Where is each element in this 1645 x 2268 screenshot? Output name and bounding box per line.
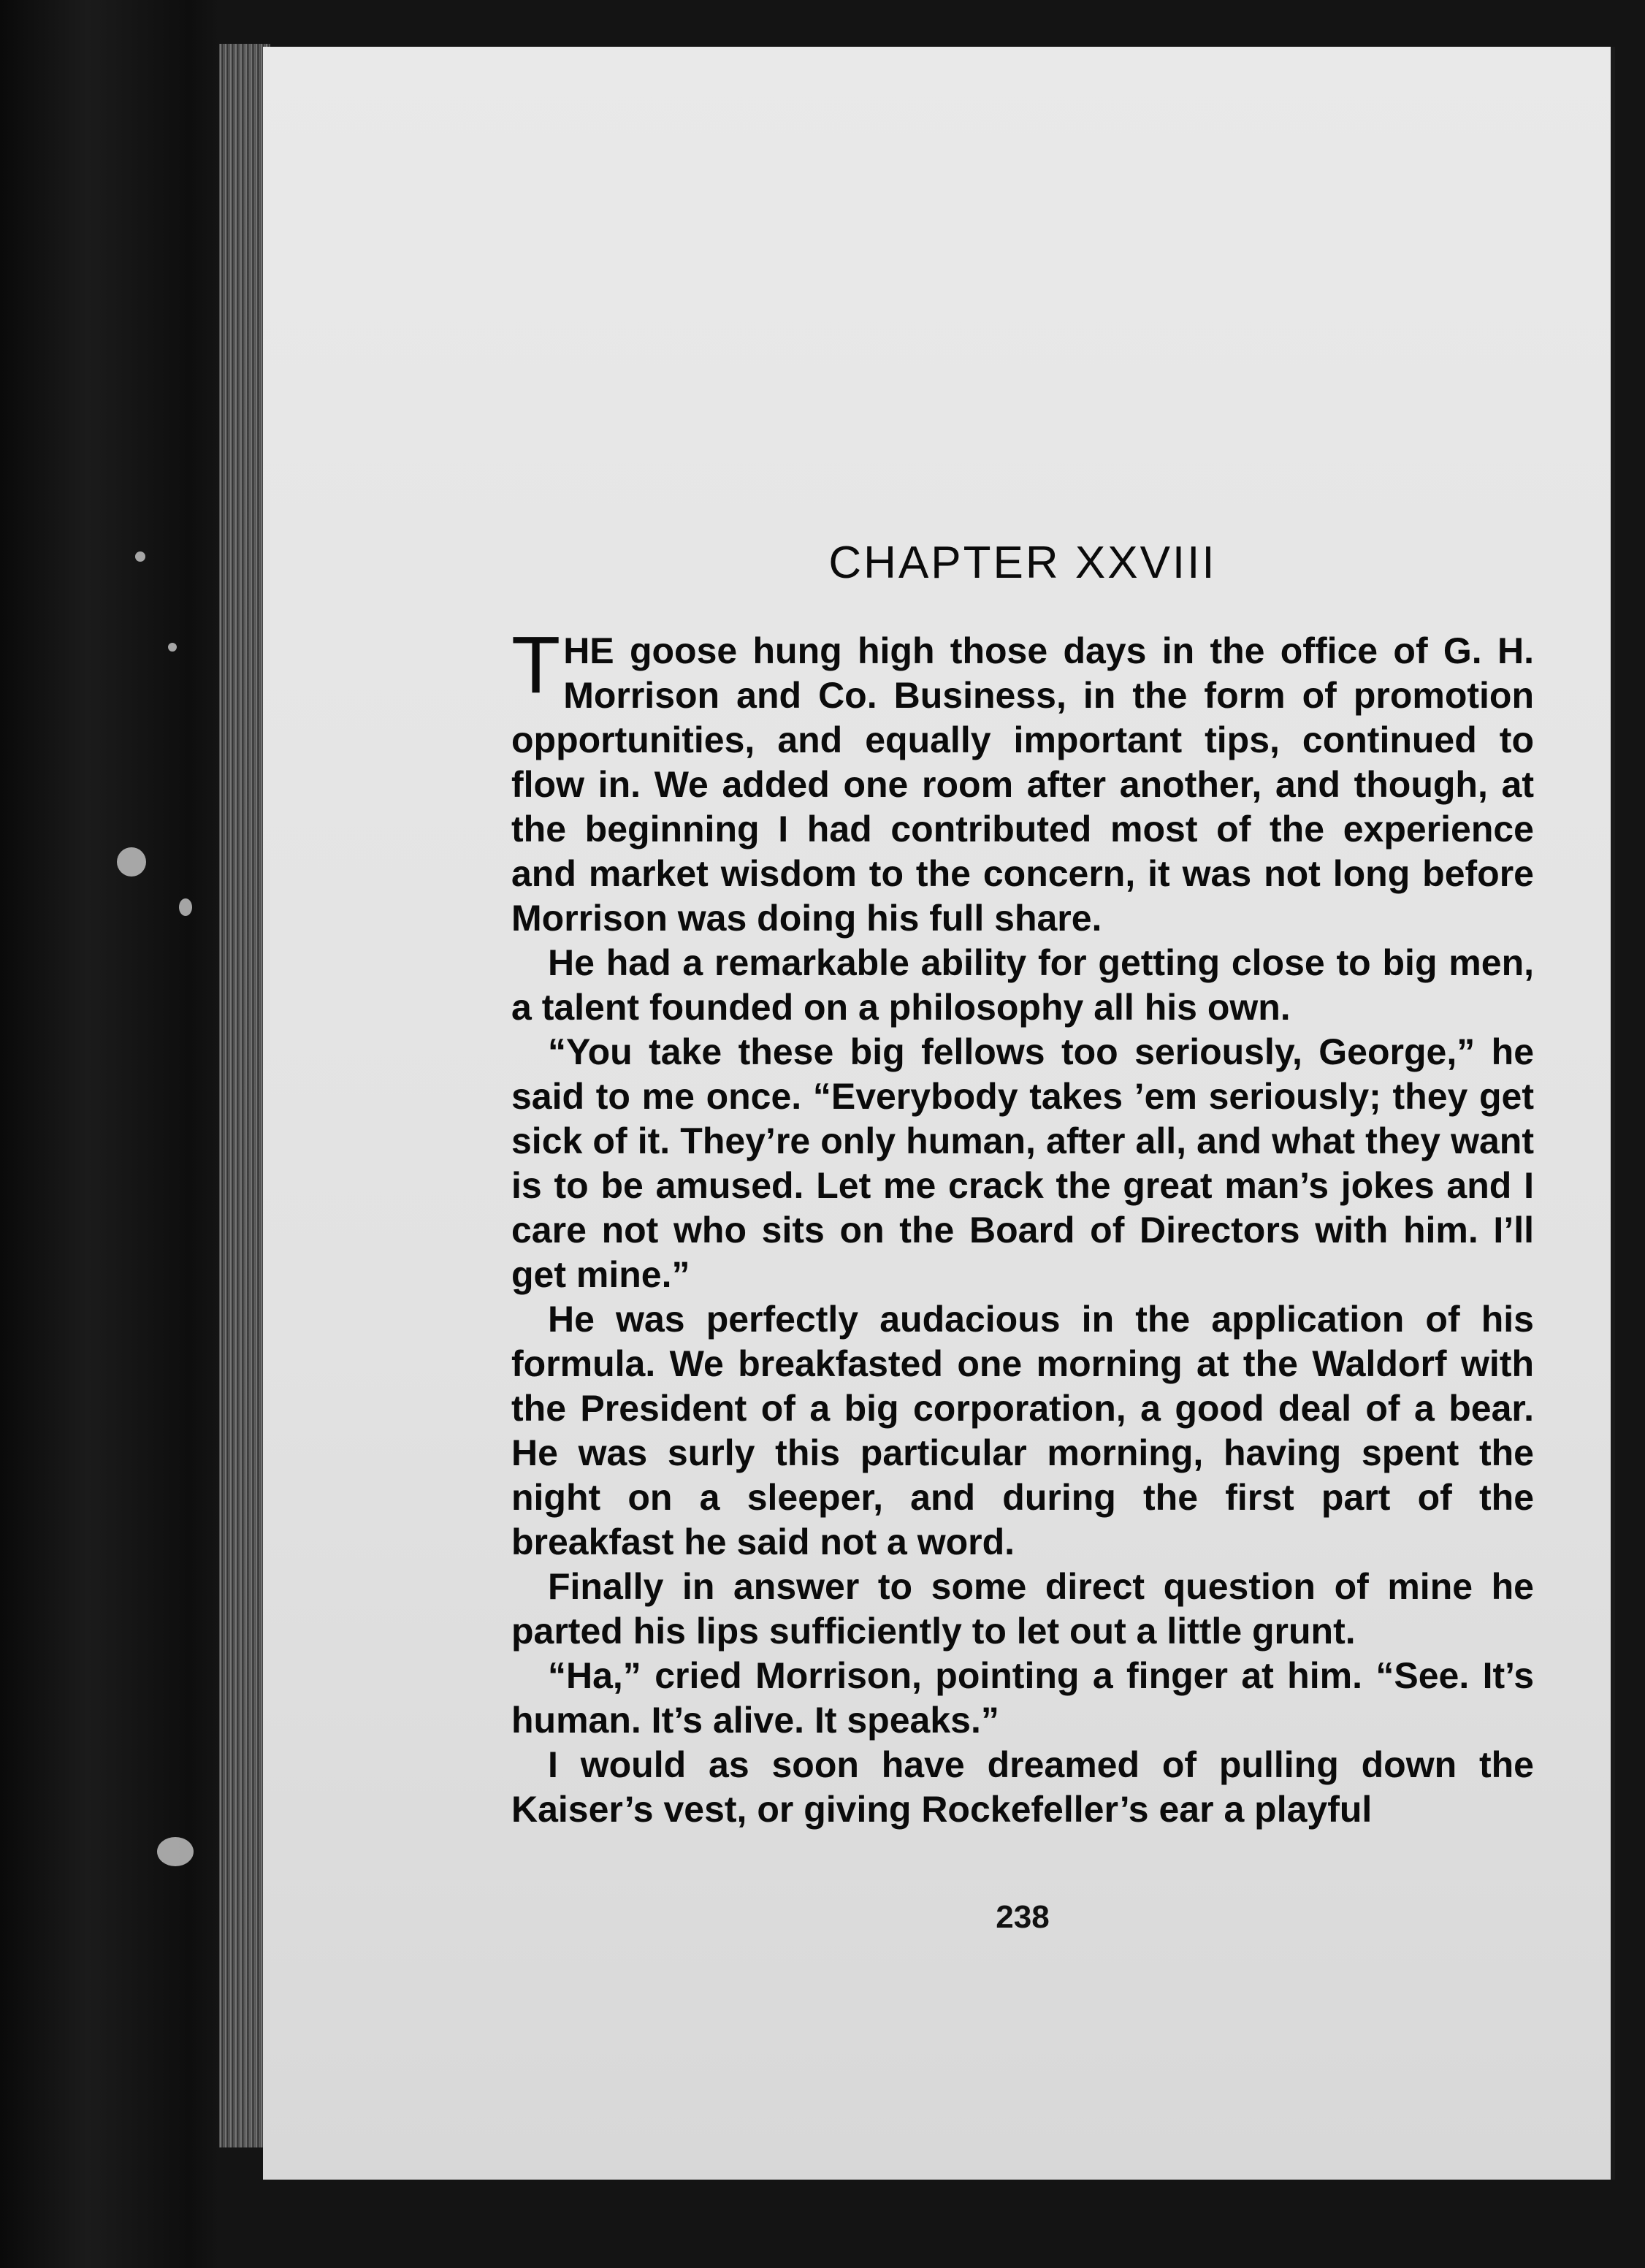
scan-speck (179, 898, 192, 916)
page-number: 238 (996, 1899, 1050, 1935)
paragraph: “You take these big fellows too seriously, George,” he said to me once. “Everybody takes ’em seriously; they get sick of it. They’re only human, after all, and what they want is to be amused. Let me crack the great man’s jokes and I care not who sits on the Board of Directors with him. I’ll get mine.” (511, 1031, 1534, 1295)
drop-cap: T (511, 620, 561, 710)
paragraph: He was perfectly audacious in the application of his formula. We breakfasted one morning at the Waldorf with the President of a big corporation, a good deal of a bear. He was surly this particular morning, having spent the night on a sleeper, and during the first part of the breakfast he said not a word. (511, 1299, 1534, 1562)
scan-speck (157, 1837, 194, 1866)
scan-speck (168, 643, 177, 652)
paragraph-text: HE goose hung high those days in the office of G. H. Morrison and Co. Business, in the form of promotion opportunities, and equally important tips, continued to flow in. We added one room after another, and though, at the beginning I had contributed most of the experience and market wisdom to the concern, it was not long before Morrison was doing his full share. (511, 630, 1534, 939)
chapter-heading: CHAPTER XXVIII (828, 538, 1217, 588)
paragraph (511, 620, 1534, 941)
scan-speck (135, 551, 145, 562)
paragraph: Finally in answer to some direct question of mine he parted his lips sufficiently to let out a little grunt. (511, 1566, 1534, 1652)
paragraph: He had a remarkable ability for getting close to big men, a talent founded on a philosophy all his own. (511, 942, 1534, 1028)
paragraph: I would as soon have dreamed of pulling down the Kaiser’s vest, or giving Rockefeller’s ear a playful (511, 1744, 1534, 1830)
page-content (511, 538, 1534, 1832)
paragraph: “Ha,” cried Morrison, pointing a finger at him. “See. It’s human. It’s alive. It speaks.” (511, 1655, 1534, 1741)
scan-speck (117, 847, 146, 877)
